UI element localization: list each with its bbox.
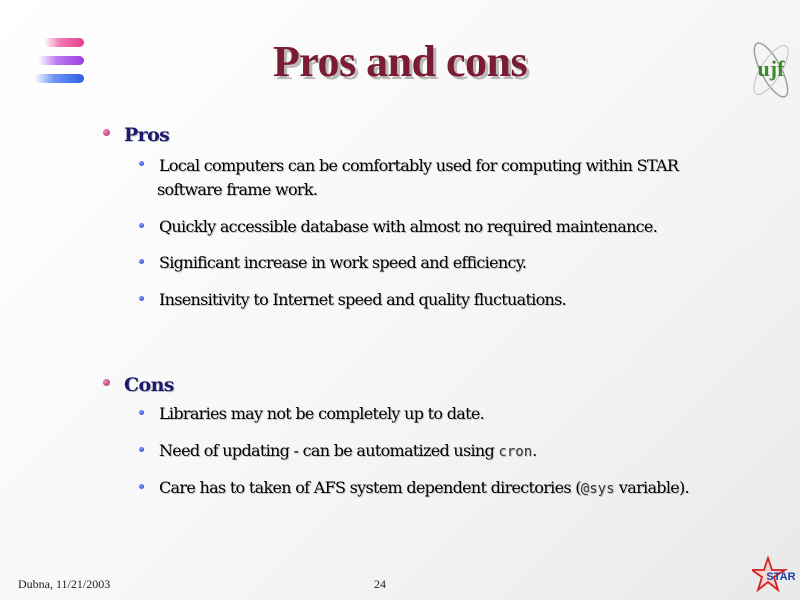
stripe-purple [38,56,84,65]
stripes-logo [32,36,88,88]
item-bullet [139,296,144,301]
ujf-logo [748,34,794,104]
section-bullet [103,379,110,386]
cons-item-3-text: Care has to taken of AFS system dependent directories ( [159,478,581,497]
page-number: 24 [374,577,386,591]
pros-item-2: Quickly accessible database with almost no required maintenance. [159,217,658,236]
pros-item-1-line-2: software frame work. [157,180,318,199]
pros-item-3: Significant increase in work speed and efficiency. [159,253,527,272]
section-bullet [103,129,110,136]
pros-item-1-line-1: Local computers can be comfortably used for computing within STAR [159,156,679,175]
slide-title: Pros and cons [272,37,528,86]
pros-item-4: Insensitivity to Internet speed and quality fluctuations. [159,290,567,309]
cons-item-2-end: . [532,441,537,460]
ujf-logo-text: ujf [757,56,785,81]
cons-item-3-end: variable). [614,478,689,497]
item-bullet [139,161,144,166]
cons-item-1: Libraries may not be completely up to date. [159,404,484,423]
stripe-blue [34,74,84,83]
item-bullet [139,484,144,489]
item-bullet [139,223,144,228]
stripe-pink [44,38,84,47]
section-heading-cons: Cons [124,374,174,396]
item-bullet [139,259,144,264]
star-logo [752,556,796,596]
cons-item-3 [159,476,689,501]
cons-item-2-text: Need of updating - can be automatized using [159,441,499,460]
sys-code: @sys [580,481,615,497]
star-logo-text: STAR [766,571,796,583]
section-heading-pros: Pros [124,124,170,146]
cron-code: cron [498,444,533,460]
item-bullet [139,410,144,415]
cons-item-2 [159,439,537,464]
footer-date: Dubna, 11/21/2003 [18,577,111,591]
item-bullet [139,447,144,452]
